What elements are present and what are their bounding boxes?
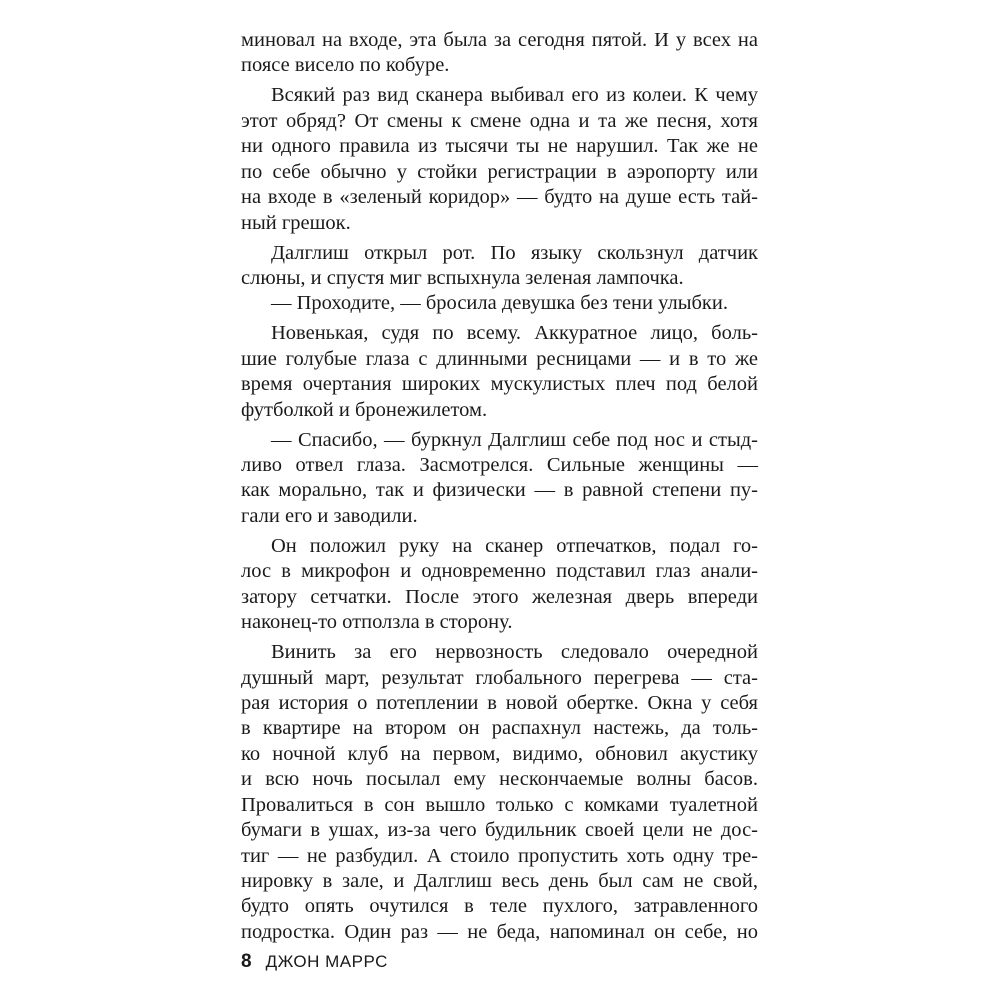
text-line: по себе обычно у стойки регистрации в аэропорту или: [241, 160, 758, 183]
text-line: как морально, так и физически — в равной степени пу-: [241, 479, 758, 502]
running-header-author: ДЖОН МАРРС: [265, 952, 388, 971]
text-line: гали его и заводили.: [241, 504, 418, 527]
text-line: нировку в зале, и Далглиш весь день был сам не свой,: [241, 870, 758, 892]
text-line: лос в микрофон и одновременно подставил глаз анали-: [241, 560, 758, 583]
text-line: в квартире на втором он распахнул настежь, да толь-: [241, 717, 758, 740]
text-line: — Спасибо, — буркнул Далглиш себе под нос и стыд-: [271, 428, 758, 451]
text-line: ливо отвел глаза. Засмотрелся. Сильные женщины —: [241, 454, 758, 476]
text-line: душный март, результат глобального перегрева — ста-: [241, 666, 758, 689]
text-line: ный грешок.: [241, 211, 351, 234]
text-line: ко ночной клуб на первом, видимо, обновил акустику: [241, 742, 758, 765]
text-line: бумаги в ушах, из-за чего будильник своей цели не дос-: [241, 819, 758, 842]
text-line: Всякий раз вид сканера выбивал его из колеи. К чему: [271, 84, 758, 107]
text-line: наконец-то отползла в сторону.: [241, 611, 513, 634]
text-line: ни одного правила из тысячи ты не нарушил. Так же не: [241, 135, 758, 158]
page-text: [241, 28, 758, 945]
text-line: — Проходите, — бросила девушка без тени улыбки.: [271, 292, 728, 315]
text-line: на входе в «зеленый коридор» — будто на душе есть тай-: [241, 186, 758, 209]
text-line: слюны, и спустя миг вспыхнула зеленая лампочка.: [241, 266, 684, 289]
text-line: шие голубые глаза с длинными ресницами — и в то же: [241, 347, 758, 370]
text-line: будто опять очутился в теле пухлого, затравленного: [241, 895, 758, 918]
text-line: Новенькая, судя по всему. Аккуратное лицо, боль-: [271, 322, 758, 345]
text-line: подростка. Один раз — не беда, напоминал он себе, но: [241, 920, 758, 943]
text-line: время очертания широких мускулистых плеч под белой: [241, 373, 758, 396]
text-line: и всю ночь посылал ему нескончаемые волны басов.: [241, 768, 758, 791]
text-line: рая история о потеплении в новой обертке. Окна у себя: [241, 691, 758, 714]
text-line: Он положил руку на сканер отпечатков, подал го-: [271, 534, 758, 557]
text-line: затору сетчатки. После этого железная дверь впереди: [241, 585, 758, 608]
text-line: тиг — не разбудил. А стоило пропустить хоть одну тре-: [241, 844, 758, 867]
text-line: футболкой и бронежилетом.: [241, 398, 488, 421]
text-line: Провалиться в сон вышло только с комками туалетной: [241, 793, 758, 816]
page-number: 8: [241, 951, 252, 972]
text-line: Далглиш открыл рот. По языку скользнул датчик: [271, 241, 758, 264]
text-line: поясе висело по кобуре.: [241, 54, 450, 77]
text-line: миновал на входе, эта была за сегодня пятой. И у всех на: [241, 29, 758, 51]
text-line: Винить за его нервозность следовало очередной: [271, 641, 758, 664]
text-line: этот обряд? От смены к смене одна и та же песня, хотя: [241, 109, 758, 132]
page-footer: [241, 950, 388, 974]
